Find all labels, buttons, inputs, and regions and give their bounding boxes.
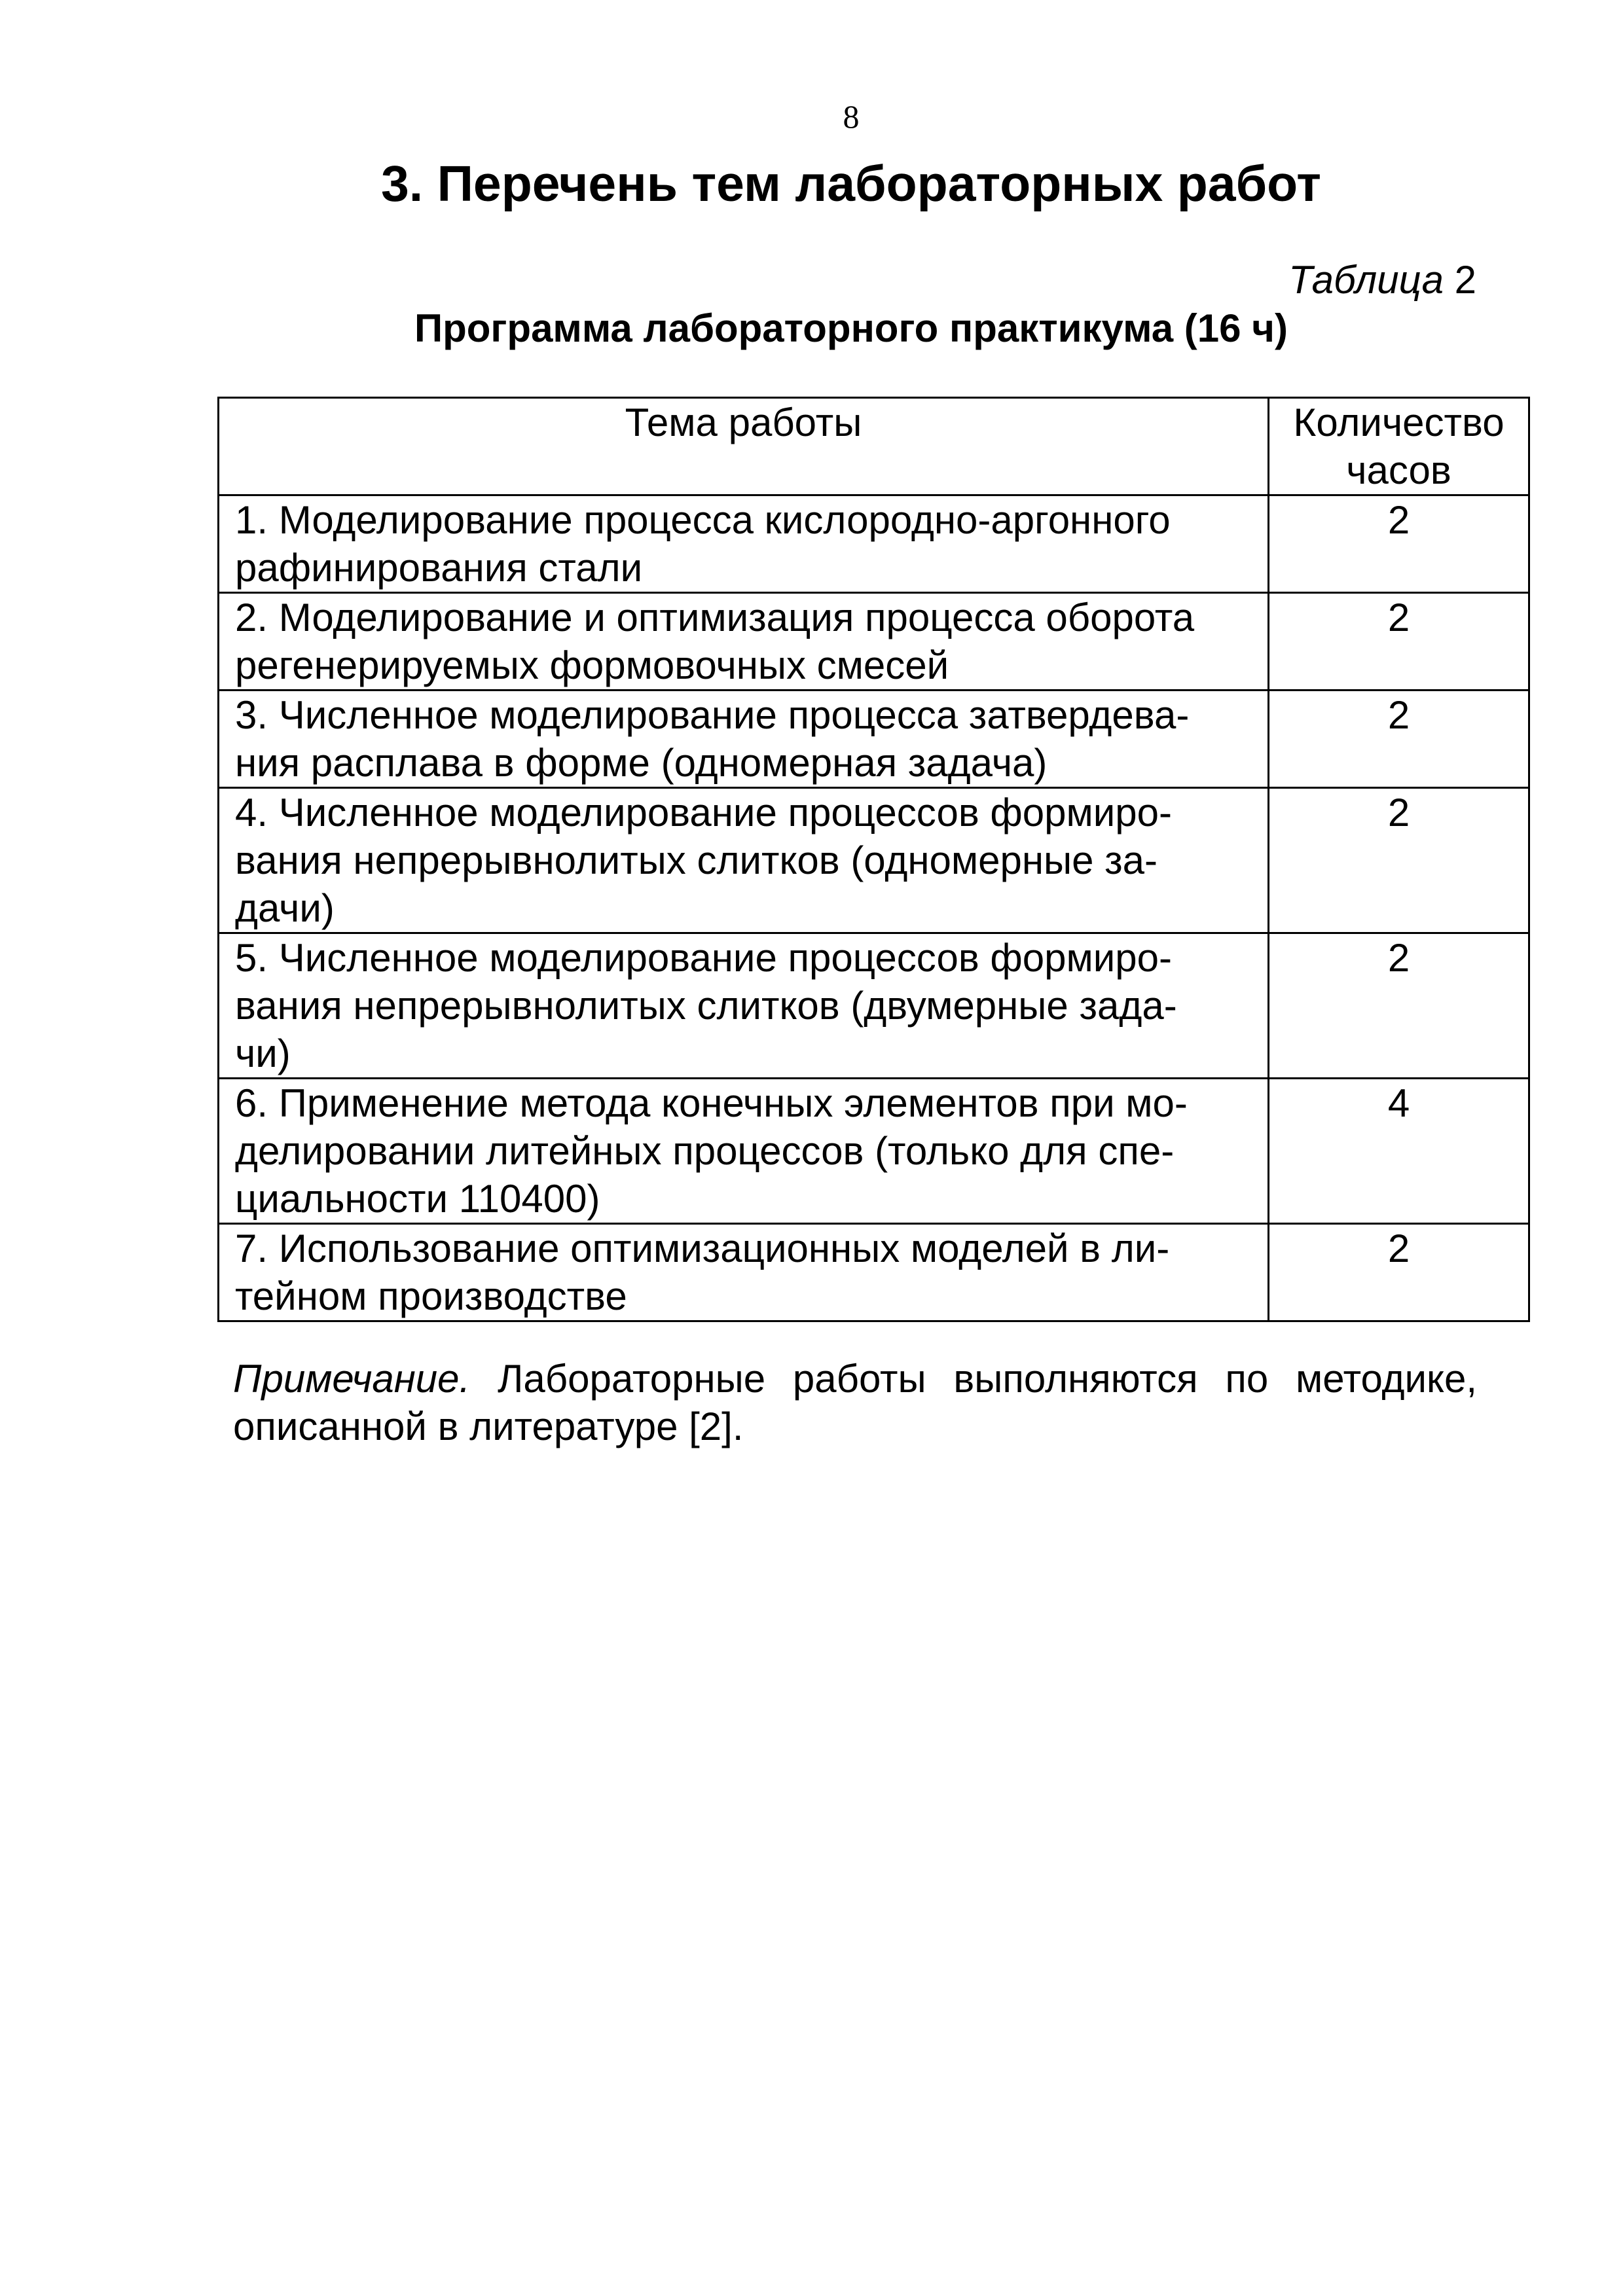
row-topic-text: 1. Моделирование процесса кислородно-аргонного рафинирования стали [235, 498, 1171, 590]
row-hours: 2 [1269, 933, 1529, 1079]
row-topic [219, 495, 1269, 593]
row-topic-text: 7. Использование оптимизационных моделей в ли- тейном производстве [235, 1227, 1170, 1318]
table-label-number: 2 [1454, 258, 1476, 302]
row-topic [219, 1079, 1269, 1224]
row-topic [219, 788, 1269, 933]
note-paragraph [233, 1355, 1477, 1450]
row-topic-text: 2. Моделирование и оптимизация процесса оборота регенерируемых формовочных смесей [235, 596, 1195, 687]
table-caption: Программа лабораторного практикума (16 ч) [414, 306, 1288, 350]
section-title: 3. Перечень тем лабораторных работ [380, 156, 1322, 212]
row-hours: 2 [1269, 593, 1529, 691]
row-topic [219, 933, 1269, 1079]
note-label: Примечание. [233, 1357, 471, 1401]
row-topic [219, 691, 1269, 788]
row-topic-text: 3. Численное моделирование процесса затвердева- ния расплава в форме (одномерная задача) [235, 693, 1190, 785]
table-row [219, 933, 1529, 1079]
row-topic-text: 6. Применение метода конечных элементов при мо- делировании литейных процессов (только для спе- циальности 110400) [235, 1081, 1188, 1221]
table-header-row [219, 398, 1529, 495]
row-hours: 2 [1269, 495, 1529, 593]
row-topic [219, 593, 1269, 691]
row-hours: 2 [1269, 691, 1529, 788]
table-row [219, 593, 1529, 691]
page-number: 8 [843, 98, 860, 135]
note-line-2: описанной в литературе [2]. [233, 1405, 744, 1448]
header-hours: Количество часов [1269, 398, 1529, 495]
row-hours: 2 [1269, 1224, 1529, 1321]
table-row [219, 1079, 1529, 1224]
table-label [1288, 257, 1476, 304]
table-row [219, 691, 1529, 788]
header-topic: Тема работы [219, 398, 1269, 495]
row-hours: 2 [1269, 788, 1529, 933]
row-topic [219, 1224, 1269, 1321]
table-row [219, 1224, 1529, 1321]
table-row [219, 495, 1529, 593]
table-label-text: Таблица [1288, 258, 1444, 302]
lab-program-table [217, 397, 1530, 1322]
note-line-1 [233, 1355, 1477, 1403]
row-topic-text: 5. Численное моделирование процессов формиро- вания непрерывнолитых слитков (двумерные зада- чи) [235, 936, 1177, 1075]
row-topic-text: 4. Численное моделирование процессов формиро- вания непрерывнолитых слитков (одномерные за- дачи) [235, 791, 1172, 930]
note-text-1: Лабораторные работы выполняются по методике, [498, 1357, 1477, 1401]
row-hours: 4 [1269, 1079, 1529, 1224]
table-row [219, 788, 1529, 933]
